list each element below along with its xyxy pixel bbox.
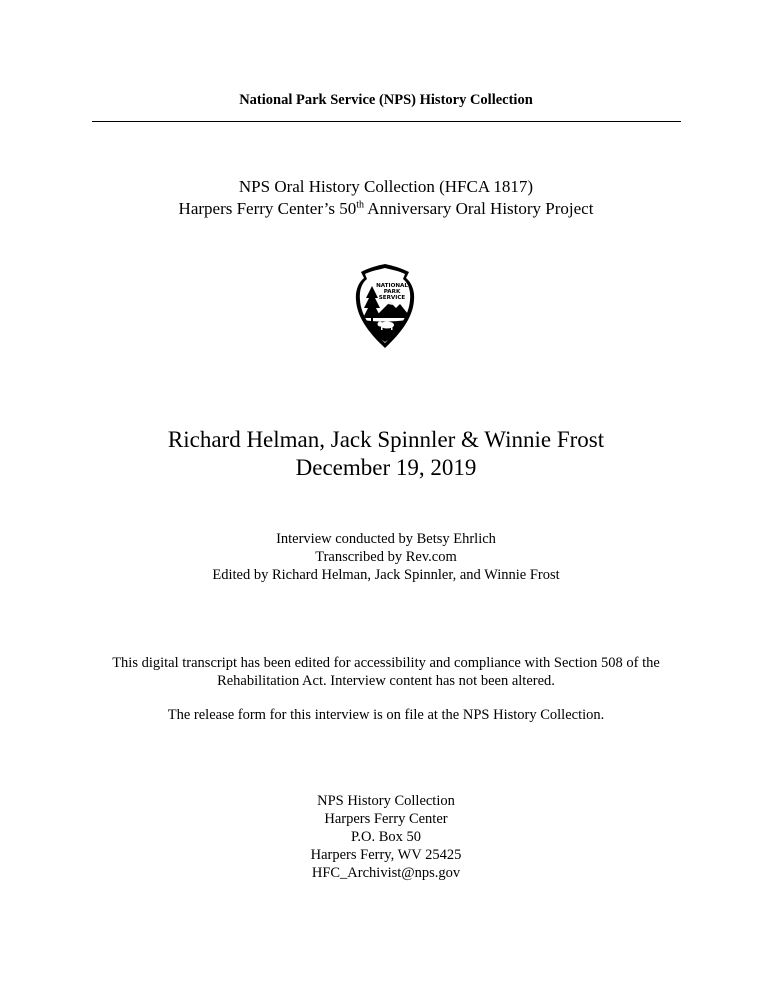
transcriber-credit: Transcribed by Rev.com <box>315 549 457 565</box>
nps-arrowhead-icon <box>352 262 418 350</box>
logo-text: PARK <box>383 289 401 295</box>
interview-date: December 19, 2019 <box>295 455 477 480</box>
logo-text: NATIONAL <box>376 283 408 289</box>
interviewer-credit: Interview conducted by Betsy Ehrlich <box>276 531 496 547</box>
notice-line: This digital transcript has been edited for accessibility and compliance with Section 508 of the <box>112 655 660 671</box>
logo-text: SERVICE <box>378 295 406 301</box>
collection-header: National Park Service (NPS) History Collection <box>239 92 533 108</box>
project-line <box>0 198 772 220</box>
release-line: The release form for this interview is on file at the NPS History Collection. <box>167 707 605 723</box>
interview-title <box>0 426 772 482</box>
collection-line: NPS Oral History Collection (HFCA 1817) <box>238 177 534 196</box>
address-city: Harpers Ferry, WV 25425 <box>310 847 462 863</box>
address-email[interactable]: HFC_Archivist@nps.gov <box>311 865 461 881</box>
contact-address <box>0 792 772 882</box>
notice-line: Rehabilitation Act. Interview content has not been altered. <box>217 673 555 689</box>
ordinal-suffix: th <box>356 199 364 211</box>
project-prefix: Harpers Ferry Center’s 50 <box>178 199 357 218</box>
interviewee-names: Richard Helman, Jack Spinnler & Winnie Frost <box>167 427 605 452</box>
header-divider <box>92 121 681 122</box>
credits <box>0 530 772 584</box>
collection-info <box>0 176 772 220</box>
release-notice <box>0 706 772 724</box>
address-box: P.O. Box 50 <box>350 829 422 845</box>
editor-credit: Edited by Richard Helman, Jack Spinnler, and Winnie Frost <box>212 567 560 583</box>
address-center: Harpers Ferry Center <box>324 811 448 827</box>
address-org: NPS History Collection <box>317 793 455 809</box>
accessibility-notice <box>0 654 772 690</box>
project-suffix: Anniversary Oral History Project <box>364 199 594 218</box>
